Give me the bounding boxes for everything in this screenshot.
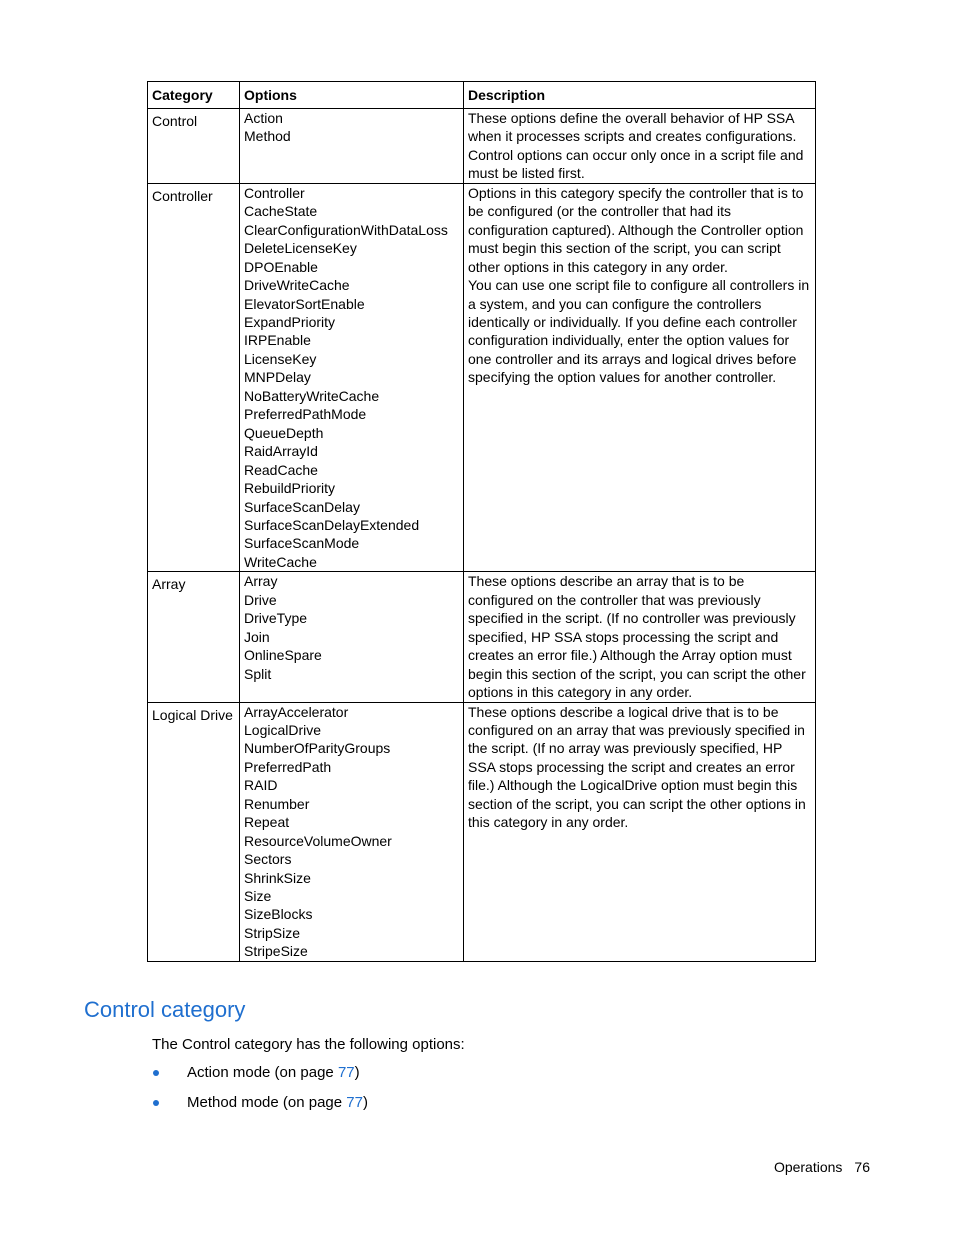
table-row [148,572,816,702]
option-name: RAID [244,777,278,794]
description-cell [464,572,816,702]
category-cell: Array [148,572,240,702]
options-table [147,81,816,962]
option-name: RaidArrayId [244,443,318,460]
option-name: Renumber [244,795,310,812]
option-name: Controller [244,184,305,201]
option-name: PreferredPath [244,758,332,775]
option-name: PreferredPathMode [244,406,367,423]
table-row [148,702,816,961]
description-cell [464,702,816,961]
option-name: ClearConfigurationWithDataLoss [244,221,448,238]
option-name: OnlineSpare [244,647,322,664]
option-name: MNPDelay [244,369,311,386]
description-cell [464,183,816,572]
list-item-text: Action mode (on page [187,1064,338,1081]
table-row [148,109,816,184]
option-name: DriveWriteCache [244,277,350,294]
option-name: ElevatorSortEnable [244,295,365,312]
option-name: IRPEnable [244,332,311,349]
options-cell [240,702,464,961]
footer-label: Operations [773,1159,843,1175]
option-name: Split [244,665,272,682]
option-name: Join [244,628,270,645]
table-body [148,109,816,962]
option-name: DPOEnable [244,258,318,275]
description-paragraph: These options describe an array that is to be configured on the controller that was previously specified in the script. (If no controller was previously specified, HP SSA stops processing the script and creates an error file.) Although the Array option must begin this section of the script, you can script the other options in this category in any order. [468,573,806,701]
option-name: ShrinkSize [244,869,311,886]
option-name: Size [244,888,272,905]
option-name: Array [244,573,278,590]
option-name: SizeBlocks [244,906,313,923]
section-heading: Control category [84,997,246,1022]
option-name: SurfaceScanDelayExtended [244,516,420,533]
category-cell: Controller [148,183,240,572]
page-link[interactable]: 77 [337,1064,355,1081]
options-cell [240,572,464,702]
option-name: StripeSize [244,943,308,960]
description-paragraph: Options in this category specify the controller that is to be configured (or the controller that had its configuration captured). Although the Controller option must begin this section of the script, you can script other options in this category in any order. [468,184,804,275]
description-paragraph: You can use one script file to configure all controllers in a system, and you can configure the controllers identically or individually. If you define each controller configuration individually, enter the option values for one controller and its arrays and logical drives before specifying the option values for another controller. [468,277,810,386]
description-paragraph: These options describe a logical drive that is to be configured on an array that was previously specified in the script. (If no array was previously specified, HP SSA stops processing the script and creates an error file.) Although the LogicalDrive option must begin this section of the script, you can script the other options in this category in any order. [468,703,806,831]
option-name: QueueDepth [244,424,324,441]
option-name: Action [244,110,283,126]
list-item-suffix: ) [362,1094,368,1111]
option-name: Repeat [244,814,290,831]
bullet-icon [153,1100,159,1106]
list-item-text: Method mode (on page [187,1094,347,1111]
header-category: Category [148,82,240,109]
description-paragraph: These options define the overall behavior of HP SSA when it processes scripts and creates configurations. Control options can occur only once in a script file and must be listed first. [468,110,804,182]
list-item [152,1064,368,1094]
option-name: SurfaceScanDelay [244,498,360,515]
option-name: LicenseKey [244,350,317,367]
option-name: CacheState [244,203,318,220]
option-name: LogicalDrive [244,721,322,738]
option-name: DriveType [244,610,308,627]
list-item-suffix: ) [354,1064,360,1081]
category-cell: Control [148,109,240,184]
option-name: ArrayAccelerator [244,703,349,720]
option-name: ReadCache [244,461,318,478]
option-name: Drive [244,591,277,608]
page-link[interactable]: 77 [346,1094,363,1111]
table-row [148,183,816,572]
option-name: ExpandPriority [244,313,336,330]
page-footer [774,1159,870,1175]
description-cell [464,109,816,184]
table-header-row [148,82,816,109]
options-cell [240,109,464,184]
option-name: NoBatteryWriteCache [244,387,380,404]
option-name: DeleteLicenseKey [244,240,357,257]
header-options: Options [240,82,464,109]
option-name: SurfaceScanMode [244,535,360,552]
category-cell: Logical Drive [148,702,240,961]
option-name: Method [244,128,291,145]
header-description: Description [464,82,816,109]
option-name: ResourceVolumeOwner [244,832,392,849]
option-name: WriteCache [244,553,317,570]
intro-text: The Control category has the following options: [152,1036,465,1053]
option-name: RebuildPriority [244,480,336,497]
page-number: 76 [854,1159,870,1175]
bullet-icon [153,1070,159,1076]
option-name: NumberOfParityGroups [244,740,391,757]
option-name: Sectors [244,851,292,868]
options-cell [240,183,464,572]
list-item [152,1094,368,1124]
option-name: StripSize [244,924,301,941]
bullet-list [152,1064,368,1124]
